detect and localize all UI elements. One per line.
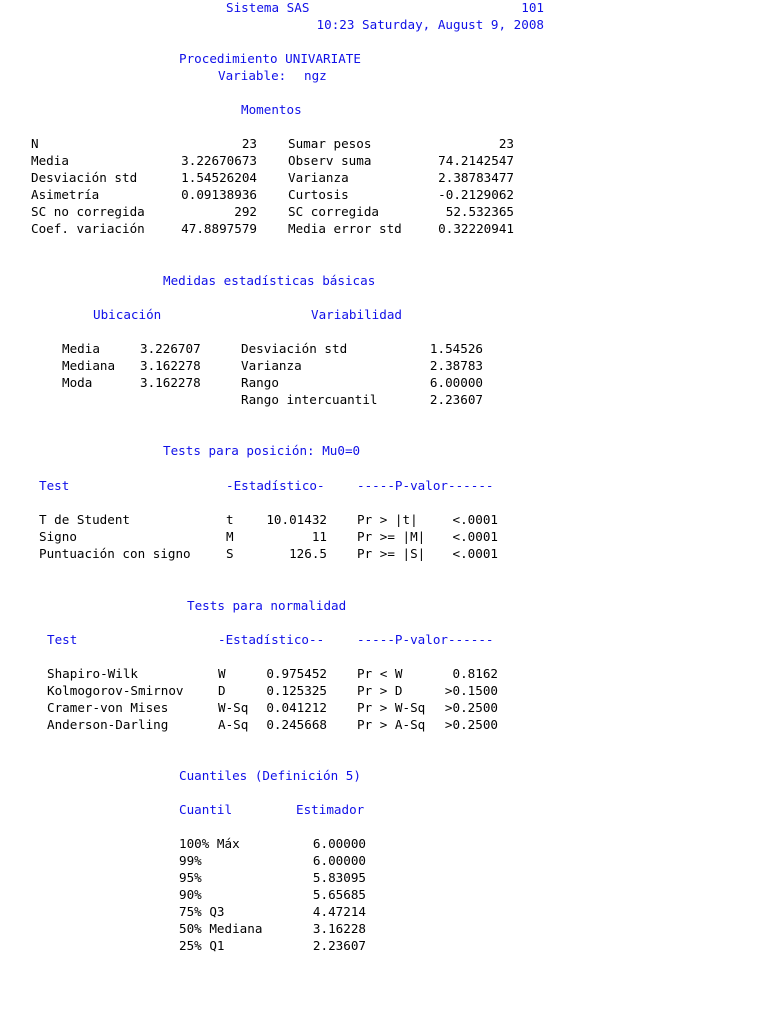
cuantiles-cell-q: 99% (179, 853, 202, 868)
momentos-cell-l1: Asimetría (31, 187, 100, 202)
posicion-col-test: Test (39, 478, 70, 493)
cuantiles-cell-q: 25% Q1 (179, 938, 225, 953)
normalidad-cell-sym: W-Sq (218, 700, 249, 715)
ubicacion-header: Ubicación (93, 307, 162, 322)
cuantiles-cell-v: 6.00000 (312, 853, 366, 868)
momentos-cell-v1: 1.54526204 (181, 170, 257, 185)
normalidad-cell-sym: D (218, 683, 226, 698)
normalidad-col-estadistico: -Estadístico-- (218, 632, 325, 647)
variable-label: Variable: (218, 68, 287, 83)
posicion-cell-sym: t (226, 512, 234, 527)
normalidad-cell-p: >0.1500 (444, 683, 498, 698)
page-number: 101 (521, 0, 544, 15)
momentos-cell-l1: Desviación std (31, 170, 138, 185)
basicas-cell-v1: 3.162278 (140, 375, 201, 390)
momentos-cell-l2: SC corregida (288, 204, 379, 219)
momentos-cell-l1: SC no corregida (31, 204, 145, 219)
normalidad-cell-val: 0.125325 (266, 683, 327, 698)
cuantiles-cell-v: 3.16228 (312, 921, 366, 936)
momentos-cell-l2: Varianza (288, 170, 349, 185)
momentos-cell-l2: Media error std (288, 221, 402, 236)
momentos-cell-l1: N (31, 136, 39, 151)
normalidad-cell-sym: W (218, 666, 226, 681)
basicas-title: Medidas estadísticas básicas (163, 273, 376, 288)
cuantiles-title: Cuantiles (Definición 5) (179, 768, 361, 783)
basicas-cell-v1: 3.226707 (140, 341, 201, 356)
variable-name: ngz (304, 68, 327, 83)
normalidad-cell-val: 0.975452 (266, 666, 327, 681)
posicion-cell-test: T de Student (39, 512, 130, 527)
basicas-cell-l2: Varianza (241, 358, 302, 373)
cuantiles-cell-q: 50% Mediana (179, 921, 263, 936)
basicas-cell-l1: Media (62, 341, 100, 356)
normalidad-cell-test: Kolmogorov-Smirnov (47, 683, 184, 698)
normalidad-cell-pr: Pr > D (357, 683, 403, 698)
momentos-cell-v1: 23 (241, 136, 257, 151)
momentos-cell-v2: 2.38783477 (438, 170, 514, 185)
cuantiles-col-estimador: Estimador (296, 802, 365, 817)
posicion-cell-pr: Pr >= |M| (357, 529, 426, 544)
posicion-cell-val: 11 (311, 529, 327, 544)
posicion-col-pvalor: -----P-valor------ (357, 478, 494, 493)
normalidad-cell-pr: Pr > W-Sq (357, 700, 426, 715)
normalidad-cell-val: 0.245668 (266, 717, 327, 732)
basicas-cell-v2: 2.38783 (429, 358, 483, 373)
cuantiles-cell-q: 100% Máx (179, 836, 240, 851)
basicas-cell-l1: Mediana (62, 358, 116, 373)
report-datetime: 10:23 Saturday, August 9, 2008 (316, 17, 544, 32)
cuantiles-cell-q: 90% (179, 887, 202, 902)
posicion-cell-pr: Pr > |t| (357, 512, 418, 527)
variabilidad-header: Variabilidad (311, 307, 402, 322)
normalidad-cell-sym: A-Sq (218, 717, 249, 732)
momentos-cell-l2: Curtosis (288, 187, 349, 202)
momentos-cell-l1: Media (31, 153, 69, 168)
posicion-cell-test: Signo (39, 529, 77, 544)
momentos-cell-l1: Coef. variación (31, 221, 145, 236)
basicas-cell-v2: 6.00000 (429, 375, 483, 390)
posicion-cell-val: 126.5 (289, 546, 327, 561)
basicas-cell-v2: 1.54526 (429, 341, 483, 356)
momentos-cell-v2: 52.532365 (445, 204, 514, 219)
normalidad-cell-test: Anderson-Darling (47, 717, 169, 732)
normalidad-col-test: Test (47, 632, 78, 647)
basicas-cell-l2: Desviación std (241, 341, 348, 356)
normalidad-cell-p: >0.2500 (444, 717, 498, 732)
momentos-cell-v2: 74.2142547 (438, 153, 514, 168)
posicion-col-estadistico: -Estadístico- (226, 478, 325, 493)
posicion-cell-sym: S (226, 546, 234, 561)
basicas-cell-l2: Rango (241, 375, 279, 390)
basicas-cell-v1: 3.162278 (140, 358, 201, 373)
basicas-cell-l1: Moda (62, 375, 93, 390)
posicion-cell-pr: Pr >= |S| (357, 546, 426, 561)
momentos-cell-v1: 292 (234, 204, 257, 219)
cuantiles-cell-q: 75% Q3 (179, 904, 225, 919)
momentos-cell-v2: 0.32220941 (438, 221, 514, 236)
posicion-cell-sym: M (226, 529, 234, 544)
normalidad-col-pvalor: -----P-valor------ (357, 632, 494, 647)
basicas-cell-l2: Rango intercuantil (241, 392, 378, 407)
system-title: Sistema SAS (226, 0, 310, 15)
normalidad-title: Tests para normalidad (187, 598, 347, 613)
momentos-cell-v1: 0.09138936 (181, 187, 257, 202)
posicion-title: Tests para posición: Mu0=0 (163, 443, 361, 458)
momentos-cell-v1: 47.8897579 (181, 221, 257, 236)
cuantiles-cell-q: 95% (179, 870, 202, 885)
normalidad-cell-p: >0.2500 (444, 700, 498, 715)
momentos-cell-l2: Sumar pesos (288, 136, 372, 151)
posicion-cell-val: 10.01432 (266, 512, 327, 527)
cuantiles-cell-v: 5.83095 (312, 870, 366, 885)
cuantiles-cell-v: 2.23607 (312, 938, 366, 953)
posicion-cell-p: <.0001 (452, 529, 498, 544)
normalidad-cell-p: 0.8162 (452, 666, 498, 681)
normalidad-cell-test: Cramer-von Mises (47, 700, 169, 715)
normalidad-cell-test: Shapiro-Wilk (47, 666, 138, 681)
normalidad-cell-val: 0.041212 (266, 700, 327, 715)
momentos-cell-v1: 3.22670673 (181, 153, 257, 168)
procedure-title: Procedimiento UNIVARIATE (179, 51, 361, 66)
normalidad-cell-pr: Pr > A-Sq (357, 717, 426, 732)
posicion-cell-p: <.0001 (452, 512, 498, 527)
posicion-cell-p: <.0001 (452, 546, 498, 561)
basicas-cell-v2: 2.23607 (429, 392, 483, 407)
momentos-title: Momentos (241, 102, 302, 117)
cuantiles-col-cuantil: Cuantil (179, 802, 233, 817)
cuantiles-cell-v: 5.65685 (312, 887, 366, 902)
momentos-cell-v2: -0.2129062 (438, 187, 514, 202)
momentos-cell-v2: 23 (498, 136, 514, 151)
normalidad-cell-pr: Pr < W (357, 666, 403, 681)
posicion-cell-test: Puntuación con signo (39, 546, 191, 561)
momentos-cell-l2: Observ suma (288, 153, 372, 168)
cuantiles-cell-v: 6.00000 (312, 836, 366, 851)
cuantiles-cell-v: 4.47214 (312, 904, 366, 919)
